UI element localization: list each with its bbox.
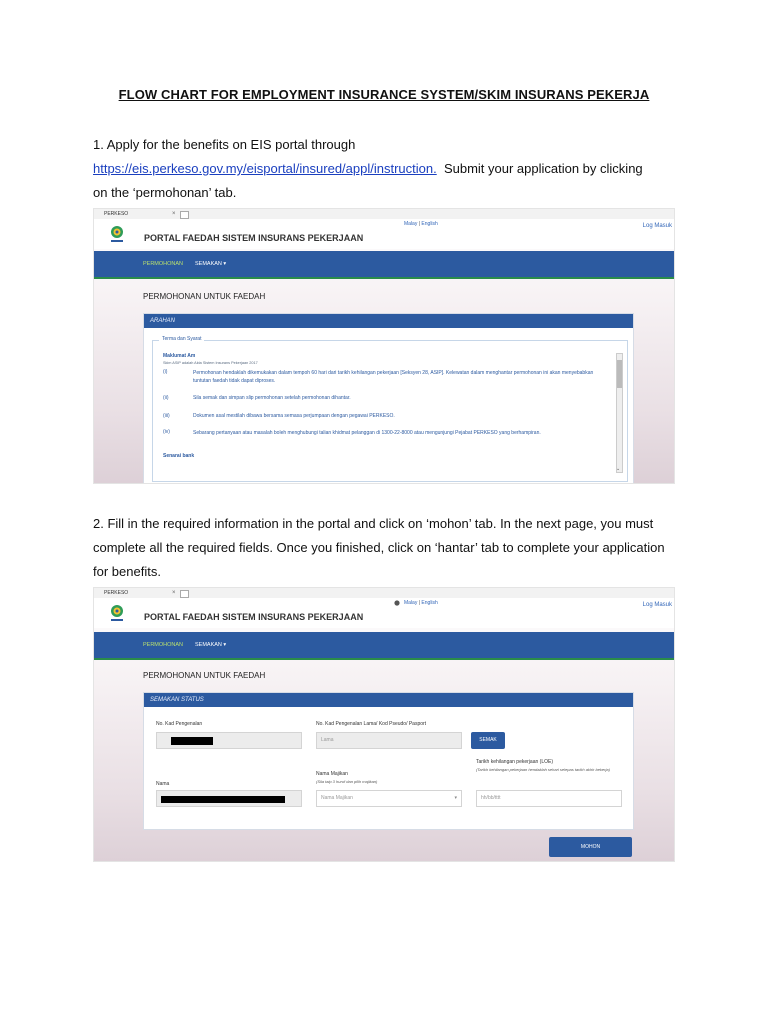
perkeso-logo-icon xyxy=(108,604,126,624)
bank-list-heading: Senarai bank xyxy=(163,453,195,459)
old-ic-label: No. Kad Pengenalan Lama/ Kod Pseudo/ Pasport xyxy=(316,721,427,727)
term-number: (iii) xyxy=(163,413,170,419)
instructions-panel xyxy=(143,313,634,484)
portal-title: PORTAL FAEDAH SISTEM INSURANS PEKERJAAN xyxy=(144,612,364,622)
document-title: FLOW CHART FOR EMPLOYMENT INSURANCE SYSTEM/SKIM INSURANS PEKERJA xyxy=(118,87,650,102)
chevron-down-icon[interactable]: ⌄ xyxy=(616,466,621,472)
screenshot-status-form xyxy=(93,587,675,862)
portal-title: PORTAL FAEDAH SISTEM INSURANS PEKERJAAN xyxy=(144,233,364,243)
main-nav xyxy=(94,632,674,660)
term-number: (ii) xyxy=(163,395,169,401)
lang-separator: | xyxy=(417,600,422,606)
lang-english-link[interactable]: English xyxy=(421,221,438,227)
step-2-text: 2. Fill in the required information in the portal and click on ‘mohon’ tab. In the next page, you must complete all the required fields. Once you finished, click on ‘hantar’ tab to complete your application for benefits. xyxy=(93,516,665,579)
old-ic-field[interactable]: Lama xyxy=(316,732,462,749)
terms-legend: Terma dan Syarat xyxy=(159,336,204,342)
step-1-line-2 xyxy=(93,157,675,181)
browser-tab-label[interactable]: PERKESO xyxy=(104,590,129,596)
new-tab-icon[interactable] xyxy=(180,590,189,598)
terms-fieldset xyxy=(152,336,628,482)
semak-button[interactable]: SEMAK xyxy=(471,732,505,749)
mohon-button[interactable]: MOHON xyxy=(549,837,632,857)
name-field[interactable] xyxy=(156,790,302,807)
employer-select[interactable] xyxy=(316,790,462,807)
nav-semakan-dropdown[interactable]: SEMAKAN ▾ xyxy=(195,642,227,648)
close-icon[interactable]: × xyxy=(172,211,176,217)
portal-header xyxy=(94,219,674,249)
redacted-value xyxy=(171,737,213,745)
login-link[interactable]: Log Masuk xyxy=(642,223,672,229)
general-info-subtitle: Skim ASIP adalah Akta Sistem Insurans Pekerjaan 2017 xyxy=(163,361,258,365)
panel-title: ARAHAN xyxy=(144,314,633,328)
panel-title: SEMAKAN STATUS xyxy=(144,693,633,707)
page-heading: PERMOHONAN UNTUK FAEDAH xyxy=(143,671,266,680)
name-label: Nama xyxy=(156,781,170,787)
loe-date-field[interactable]: hh/bb/tttt xyxy=(476,790,622,807)
new-tab-icon[interactable] xyxy=(180,211,189,219)
term-text: Sila semak dan simpan slip permohonan setelah permohonan dihantar. xyxy=(193,395,351,401)
step-1-line-2-rest: Submit your application by clicking xyxy=(436,161,643,176)
language-switcher xyxy=(404,221,438,227)
lang-malay-link[interactable]: Malay xyxy=(404,221,418,227)
step-1-line-3: on the ‘permohonan’ tab. xyxy=(93,185,237,200)
term-number: (iv) xyxy=(163,429,170,435)
employer-label: Nama Majikan xyxy=(316,771,348,777)
screenshot-instructions xyxy=(93,208,675,484)
globe-icon xyxy=(394,600,400,606)
eis-portal-link[interactable]: https://eis.perkeso.gov.my/eisportal/insured/appl/instruction. xyxy=(93,161,437,176)
redacted-value xyxy=(161,796,285,803)
lang-malay-link[interactable]: Malay xyxy=(404,600,418,606)
employer-hint: (Sila taip 3 huruf dan pilih majikan) xyxy=(316,779,378,784)
lang-separator: | xyxy=(417,221,422,227)
step-1-text xyxy=(93,133,675,205)
portal-header xyxy=(94,598,674,628)
chevron-down-icon: ▾ xyxy=(454,795,457,801)
nav-permohonan[interactable]: PERMOHONAN xyxy=(143,642,184,648)
loe-label: Tarikh kehilangan pekerjaan (LOE) xyxy=(476,759,553,765)
loe-hint: (Tarikh kehilangan pekerjaan hendaklah sehari selepas tarikh akhir bekerja) xyxy=(476,767,610,772)
term-text: Dokumen asal mestilah dibawa bersama semasa perjumpaan dengan pegawai PERKESO. xyxy=(193,413,395,419)
nav-semakan-dropdown[interactable]: SEMAKAN ▾ xyxy=(195,261,227,267)
close-icon[interactable]: × xyxy=(172,590,176,596)
term-text: Permohonan hendaklah dikemukakan dalam tempoh 60 hari dari tarikh kehilangan pekerjaan [Seksyen 28, ASIP]. Kelewatan dalam menghantar permohonan ini akan menyebabkan tuntutan faedah tidak dapat diproses. xyxy=(193,370,594,384)
status-check-panel xyxy=(143,692,634,830)
main-nav xyxy=(94,251,674,279)
page-heading: PERMOHONAN UNTUK FAEDAH xyxy=(143,292,266,301)
nav-permohonan[interactable]: PERMOHONAN xyxy=(143,261,184,267)
language-switcher xyxy=(404,600,438,606)
lang-english-link[interactable]: English xyxy=(421,600,438,606)
terms-scrollbar[interactable] xyxy=(616,353,623,473)
login-link[interactable]: Log Masuk xyxy=(642,602,672,608)
term-number: (i) xyxy=(163,369,168,375)
ic-field[interactable] xyxy=(156,732,302,749)
perkeso-logo-icon xyxy=(108,225,126,245)
general-info-heading: Maklumat Am xyxy=(163,353,196,359)
ic-label: No. Kad Pengenalan xyxy=(156,721,203,727)
term-text: Sebarang pertanyaan atau masalah boleh menghubungi talian khidmat pelanggan di 1300-22-8000 atau mengunjungi Pejabat PERKESO yang berhampiran. xyxy=(193,430,541,436)
scrollbar-thumb[interactable] xyxy=(617,360,622,388)
employer-placeholder: Nama Majikan xyxy=(321,795,353,801)
step-1-line-1: 1. Apply for the benefits on EIS portal through xyxy=(93,137,356,152)
browser-tab-label[interactable]: PERKESO xyxy=(104,211,129,217)
